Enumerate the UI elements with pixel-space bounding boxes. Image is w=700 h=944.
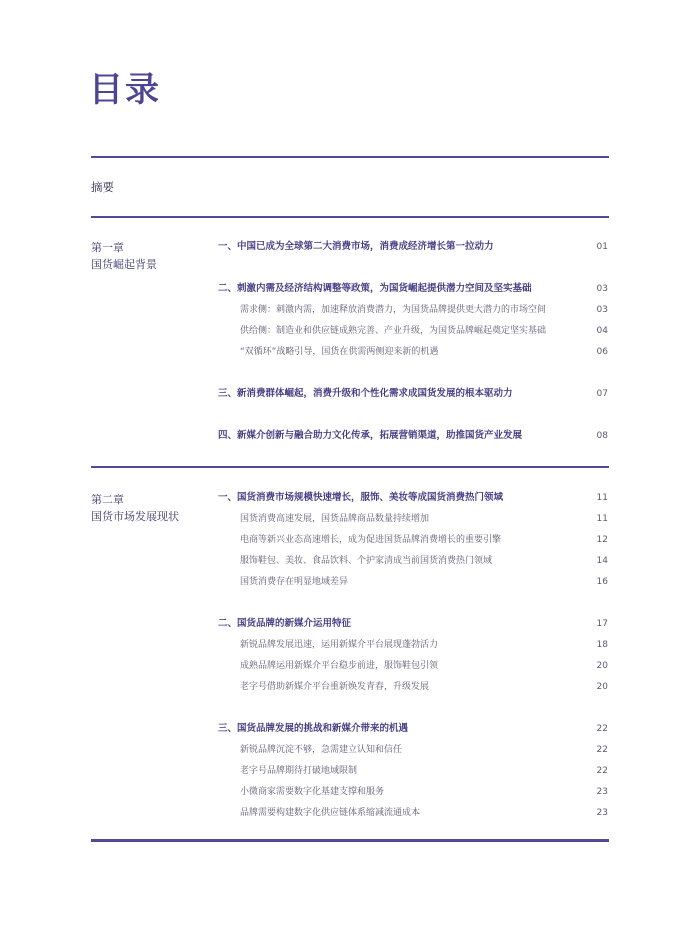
- toc-entry-page: 16: [596, 577, 608, 587]
- toc-entry-page: 18: [596, 640, 608, 650]
- toc-entry-text: 一、中国已成为全球第二大消费市场，消费成经济增长第一拉动力: [218, 241, 494, 252]
- toc-entry-page: 03: [596, 284, 608, 294]
- chapter-2-name: 国货市场发展现状: [91, 510, 179, 523]
- toc-entry-text: 新锐品牌沉淀不够，急需建立认知和信任: [240, 745, 403, 755]
- toc-entry-text: 品牌需要构建数字化供应链体系缩减流通成本: [240, 808, 421, 818]
- toc-entry[interactable]: [218, 721, 608, 737]
- divider: [91, 216, 609, 218]
- toc-entry[interactable]: [218, 428, 608, 444]
- chapter-1-name: 国货崛起背景: [91, 258, 157, 271]
- toc-entry-page: 14: [596, 556, 608, 566]
- toc-entry-page: 20: [596, 661, 608, 671]
- toc-subentry[interactable]: [240, 323, 608, 339]
- toc-entry-text: 供给侧：制造业和供应链成熟完善、产业升级，为国货品牌崛起奠定坚实基础: [240, 326, 547, 336]
- toc-subentry[interactable]: [240, 637, 608, 653]
- toc-entry-text: 二、国货品牌的新媒介运用特征: [218, 618, 352, 629]
- toc-subentry[interactable]: [240, 742, 608, 758]
- toc-entry[interactable]: [218, 386, 608, 402]
- toc-entry-text: 小微商家需要数字化基建支撑和服务: [240, 787, 385, 797]
- toc-entry-text: 一、国货消费市场规模快速增长，服饰、美妆等成国货消费热门领域: [218, 492, 504, 503]
- toc-entry-text: 电商等新兴业态高速增长，成为促进国货品牌消费增长的重要引擎: [240, 535, 502, 545]
- toc-entry-text: 老字号借助新媒介平台重新焕发青春，升级发展: [240, 682, 430, 692]
- toc-entry-text: 服饰鞋包、美妆、食品饮料、个护家清成当前国货消费热门领域: [240, 556, 493, 566]
- toc-subentry[interactable]: [240, 658, 608, 674]
- toc-entry-text: 成熟品牌运用新媒介平台稳步前进，服饰鞋包引领: [240, 661, 439, 671]
- toc-entry-page: 22: [596, 724, 608, 734]
- toc-abstract[interactable]: 摘要: [91, 180, 114, 194]
- toc-entry-page: 12: [596, 535, 608, 545]
- toc-entry-text: 国货消费存在明显地域差异: [240, 577, 349, 587]
- toc-subentry[interactable]: [240, 344, 608, 360]
- toc-subentry[interactable]: [240, 574, 608, 590]
- toc-entry-page: 11: [596, 493, 608, 503]
- toc-entry-text: 二、刺激内需及经济结构调整等政策，为国货崛起提供潜力空间及坚实基础: [218, 283, 532, 294]
- toc-entry-text: 老字号品牌期待打破地域限制: [240, 766, 358, 776]
- divider: [91, 839, 609, 842]
- toc-entry-text: 四、新媒介创新与融合助力文化传承，拓展营销渠道，助推国货产业发展: [218, 430, 523, 441]
- toc-entry-page: 20: [596, 682, 608, 692]
- toc-entry-page: 01: [596, 242, 608, 252]
- toc-entry-page: 08: [596, 431, 608, 441]
- toc-entry-page: 23: [596, 787, 608, 797]
- toc-entry-page: 11: [596, 514, 608, 524]
- toc-subentry[interactable]: [240, 763, 608, 779]
- toc-entry-text: 三、国货品牌发展的挑战和新媒介带来的机遇: [218, 723, 409, 734]
- toc-entry-text: “双循环”战略引导，国货在供需两侧迎来新的机遇: [240, 347, 439, 357]
- toc-subentry[interactable]: [240, 784, 608, 800]
- toc-entry-page: 22: [596, 745, 608, 755]
- toc-entry[interactable]: [218, 281, 608, 297]
- chapter-1-label: [91, 241, 157, 275]
- toc-subentry[interactable]: [240, 679, 608, 695]
- toc-entry-text: 三、新消费群体崛起，消费升级和个性化需求成国货发展的根本驱动力: [218, 388, 513, 399]
- toc-subentry[interactable]: [240, 532, 608, 548]
- toc-subentry[interactable]: [240, 511, 608, 527]
- toc-entry-text: 需求侧：刺激内需，加速释放消费潜力，为国货品牌提供更大潜力的市场空间: [240, 305, 547, 315]
- divider: [91, 466, 609, 468]
- toc-entry[interactable]: [218, 239, 608, 255]
- chapter-1-number: 第一章: [91, 241, 124, 254]
- toc-entry[interactable]: [218, 616, 608, 632]
- toc-entry-page: 17: [596, 619, 608, 629]
- toc-subentry[interactable]: [240, 805, 608, 821]
- toc-entry-page: 04: [596, 326, 608, 336]
- toc-subentry[interactable]: [240, 553, 608, 569]
- toc-entry[interactable]: [218, 490, 608, 506]
- toc-entry-page: 23: [596, 808, 608, 818]
- toc-entry-text: 新锐品牌发展迅速，运用新媒介平台展现蓬勃活力: [240, 640, 439, 650]
- toc-subentry[interactable]: [240, 302, 608, 318]
- toc-entry-page: 22: [596, 766, 608, 776]
- toc-entry-page: 07: [596, 389, 608, 399]
- toc-entry-text: 国货消费高速发展，国货品牌商品数量持续增加: [240, 514, 430, 524]
- divider: [91, 156, 609, 158]
- chapter-2-number: 第二章: [91, 493, 124, 506]
- toc-entry-page: 06: [596, 347, 608, 357]
- page-title: 目录: [89, 70, 161, 110]
- chapter-2-label: [91, 493, 179, 527]
- toc-entry-page: 03: [596, 305, 608, 315]
